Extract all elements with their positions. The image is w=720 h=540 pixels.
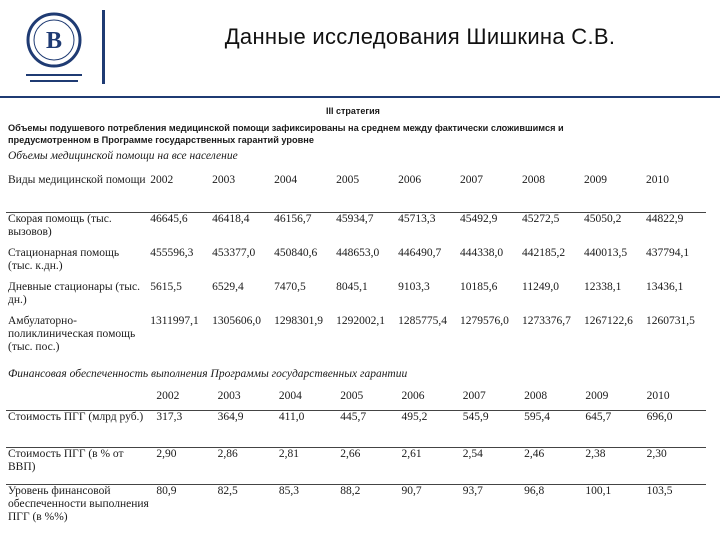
value-cell: 2,66	[340, 448, 361, 460]
value-cell: 317,3	[156, 411, 183, 423]
value-cell: 100,1	[585, 485, 612, 497]
value-cell: 2,61	[401, 448, 422, 460]
year-cell: 2009	[583, 174, 607, 186]
row-label: Амбулаторно-поликлиническая помощь (тыс. пос.)	[8, 315, 136, 353]
table-row	[6, 247, 706, 281]
year-cell: 2010	[646, 390, 670, 402]
slide-header	[0, 0, 720, 96]
value-cell: 455596,3	[150, 247, 194, 259]
year-cell: 2009	[585, 390, 609, 402]
value-cell: 44822,9	[645, 213, 684, 225]
table1-header-label: Виды медицинской помощи	[8, 174, 146, 186]
value-cell: 85,3	[278, 485, 300, 497]
value-cell: 2,90	[156, 448, 177, 460]
row-label: Стационарная помощь (тыс. к.дн.)	[8, 247, 120, 272]
value-cell: 80,9	[156, 485, 177, 497]
value-cell: 446490,7	[398, 247, 442, 259]
table-row	[6, 315, 706, 354]
value-cell: 1305606,0	[212, 315, 262, 327]
year-cell: 2008	[522, 174, 545, 186]
table1-header-row	[6, 174, 706, 213]
value-cell: 93,7	[462, 485, 483, 497]
strategy-label: III стратегия	[326, 106, 380, 116]
value-cell: 46645,6	[150, 213, 188, 225]
value-cell: 2,54	[462, 448, 483, 460]
value-cell: 444338,0	[460, 247, 504, 259]
value-cell: 45050,2	[583, 213, 622, 225]
row-label: Стоимость ПГГ (млрд руб.)	[8, 411, 144, 423]
value-cell: 1285775,4	[398, 315, 447, 327]
year-cell: 2006	[398, 174, 422, 186]
year-cell: 2010	[645, 174, 669, 186]
value-cell: 545,9	[462, 411, 489, 423]
slide-title: Данные исследования Шишкина С.В.	[224, 24, 616, 49]
value-cell: 45713,3	[398, 213, 436, 225]
value-cell: 411,0	[278, 411, 305, 423]
table2-header-label	[6, 390, 154, 411]
year-cell: 2006	[401, 390, 425, 402]
value-cell: 450840,6	[274, 247, 318, 259]
value-cell: 442185,2	[522, 247, 566, 259]
year-cell: 2004	[278, 390, 302, 402]
value-cell: 364,9	[217, 411, 244, 423]
year-cell: 2005	[340, 390, 364, 402]
row-label: Дневные стационары (тыс. дн.)	[8, 281, 140, 306]
value-cell: 45492,9	[460, 213, 498, 225]
year-cell: 2008	[524, 390, 548, 402]
value-cell: 440013,5	[583, 247, 628, 259]
year-cell: 2007	[462, 390, 486, 402]
value-cell: 1311997,1	[150, 315, 199, 327]
value-cell: 437794,1	[645, 247, 690, 259]
scanned-document	[6, 104, 712, 536]
value-cell: 1292002,1	[336, 315, 385, 327]
row-label: Уровень финансовой обеспеченности выполнения ПГГ (в %%)	[8, 485, 149, 523]
value-cell: 2,38	[585, 448, 606, 460]
year-cell: 2005	[336, 174, 360, 186]
table-row	[6, 213, 706, 248]
year-cell: 2003	[212, 174, 236, 186]
value-cell: 9103,3	[398, 281, 430, 293]
financing-table	[6, 390, 706, 531]
table-row	[6, 281, 706, 315]
value-cell: 8045,1	[336, 281, 368, 293]
value-cell: 1273376,7	[522, 315, 571, 327]
value-cell: 13436,1	[645, 281, 684, 293]
value-cell: 445,7	[340, 411, 367, 423]
value-cell: 88,2	[340, 485, 361, 497]
value-cell: 82,5	[217, 485, 238, 497]
value-cell: 5615,5	[150, 281, 182, 293]
year-cell: 2007	[460, 174, 484, 186]
value-cell: 46418,4	[212, 213, 250, 225]
year-cell: 2002	[156, 390, 180, 402]
value-cell: 2,81	[278, 448, 300, 460]
value-cell: 2,30	[646, 448, 667, 460]
value-cell: 45934,7	[336, 213, 374, 225]
value-cell: 10185,6	[460, 281, 498, 293]
value-cell: 103,5	[646, 485, 673, 497]
value-cell: 12338,1	[583, 281, 622, 293]
value-cell: 6529,4	[212, 281, 244, 293]
care-volume-table	[6, 174, 706, 354]
value-cell: 2,46	[524, 448, 545, 460]
value-cell: 645,7	[585, 411, 612, 423]
year-cell: 2002	[150, 174, 174, 186]
value-cell: 7470,5	[274, 281, 306, 293]
value-cell: 1298301,9	[274, 315, 323, 327]
value-cell: 45272,5	[522, 213, 560, 225]
document-heading: Объемы подушевого потребления медицинской помощи зафиксированы на среднем между фактически сложившимся и предусмотренном в Программе государственных гарантий уровне	[8, 123, 564, 145]
table-row	[6, 448, 706, 485]
value-cell: 2,86	[217, 448, 238, 460]
year-cell: 2004	[274, 174, 298, 186]
table2-header-row	[6, 390, 706, 411]
value-cell: 1279576,0	[460, 315, 509, 327]
value-cell: 595,4	[524, 411, 550, 423]
year-cell: 2003	[217, 390, 241, 402]
row-label: Скорая помощь (тыс. вызовов)	[8, 213, 112, 238]
svg-text:B: B	[45, 28, 63, 54]
value-cell: 46156,7	[274, 213, 312, 225]
table-row	[6, 485, 706, 532]
value-cell: 448653,0	[336, 247, 380, 259]
value-cell: 696,0	[646, 411, 673, 423]
value-cell: 495,2	[401, 411, 428, 423]
header-rule	[0, 96, 720, 98]
university-logo-icon	[16, 10, 92, 90]
header-divider	[102, 10, 105, 84]
value-cell: 453377,0	[212, 247, 256, 259]
table2-subtitle: Финансовая обеспеченность выполнения Программы государственных гарантии	[8, 368, 408, 380]
table-row	[6, 411, 706, 448]
value-cell: 90,7	[401, 485, 422, 497]
table1-subtitle: Объемы медицинской помощи на все население	[8, 150, 238, 162]
value-cell: 1267122,6	[583, 315, 633, 327]
value-cell: 96,8	[524, 485, 545, 497]
value-cell: 1260731,5	[645, 315, 695, 327]
value-cell: 11249,0	[522, 281, 559, 293]
row-label: Стоимость ПГГ (в % от ВВП)	[8, 448, 124, 473]
